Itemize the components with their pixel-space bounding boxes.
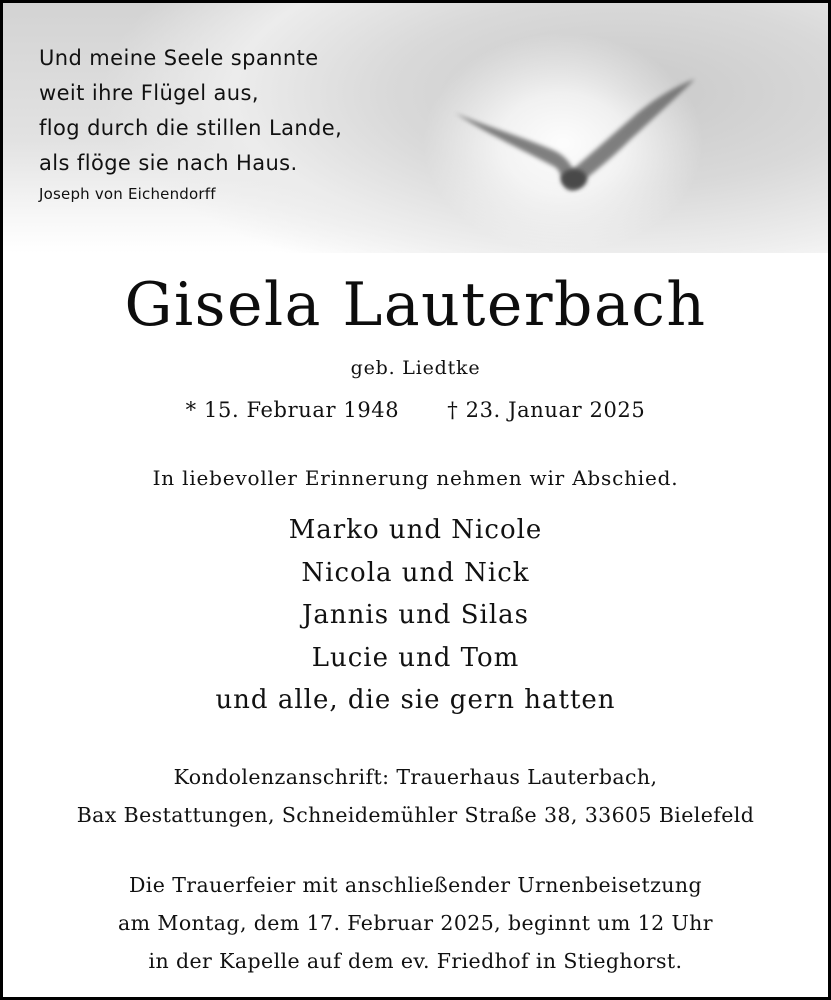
birth-name: geb. Liedtke [350, 357, 481, 379]
obituary-content [3, 265, 828, 980]
poem-block [39, 41, 439, 203]
poem-line: flog durch die stillen Lande, [39, 116, 343, 140]
sky-header-image [3, 3, 828, 253]
poem-line: weit ihre Flügel aus, [39, 81, 259, 105]
farewell-text: In liebevoller Erinnerung nehmen wir Abschied. [152, 466, 679, 490]
address-line: Kondolenzanschrift: Trauerhaus Lauterbach, [173, 764, 658, 789]
service-line: in der Kapelle auf dem ev. Friedhof in Stieghorst. [148, 948, 683, 973]
condolence-address [3, 758, 828, 834]
flying-bird-icon [443, 73, 703, 203]
mourner-entry: Lucie und Tom [311, 642, 520, 673]
mourner-entry: Nicola und Nick [301, 557, 530, 588]
service-line: am Montag, dem 17. Februar 2025, beginnt um 12 Uhr [118, 910, 713, 935]
mourner-entry: und alle, die sie gern hatten [215, 685, 616, 715]
poem-line: Und meine Seele spannte [39, 46, 319, 70]
death-date: † 23. Januar 2025 [447, 398, 646, 422]
service-line: Die Trauerfeier mit anschließender Urnenbeisetzung [128, 872, 703, 897]
funeral-service-info [3, 866, 828, 980]
mourner-entry: Jannis und Silas [301, 600, 530, 630]
deceased-name: Gisela Lauterbach [124, 270, 707, 340]
life-dates [3, 395, 828, 425]
mourners-list [3, 509, 828, 722]
birth-date: * 15. Februar 1948 [185, 398, 400, 422]
mourner-entry: Marko und Nicole [288, 515, 543, 545]
address-line: Bax Bestattungen, Schneidemühler Straße 38, 33605 Bielefeld [76, 802, 755, 827]
poem-author: Joseph von Eichendorff [39, 185, 216, 203]
poem-line: als flöge sie nach Haus. [39, 151, 298, 175]
